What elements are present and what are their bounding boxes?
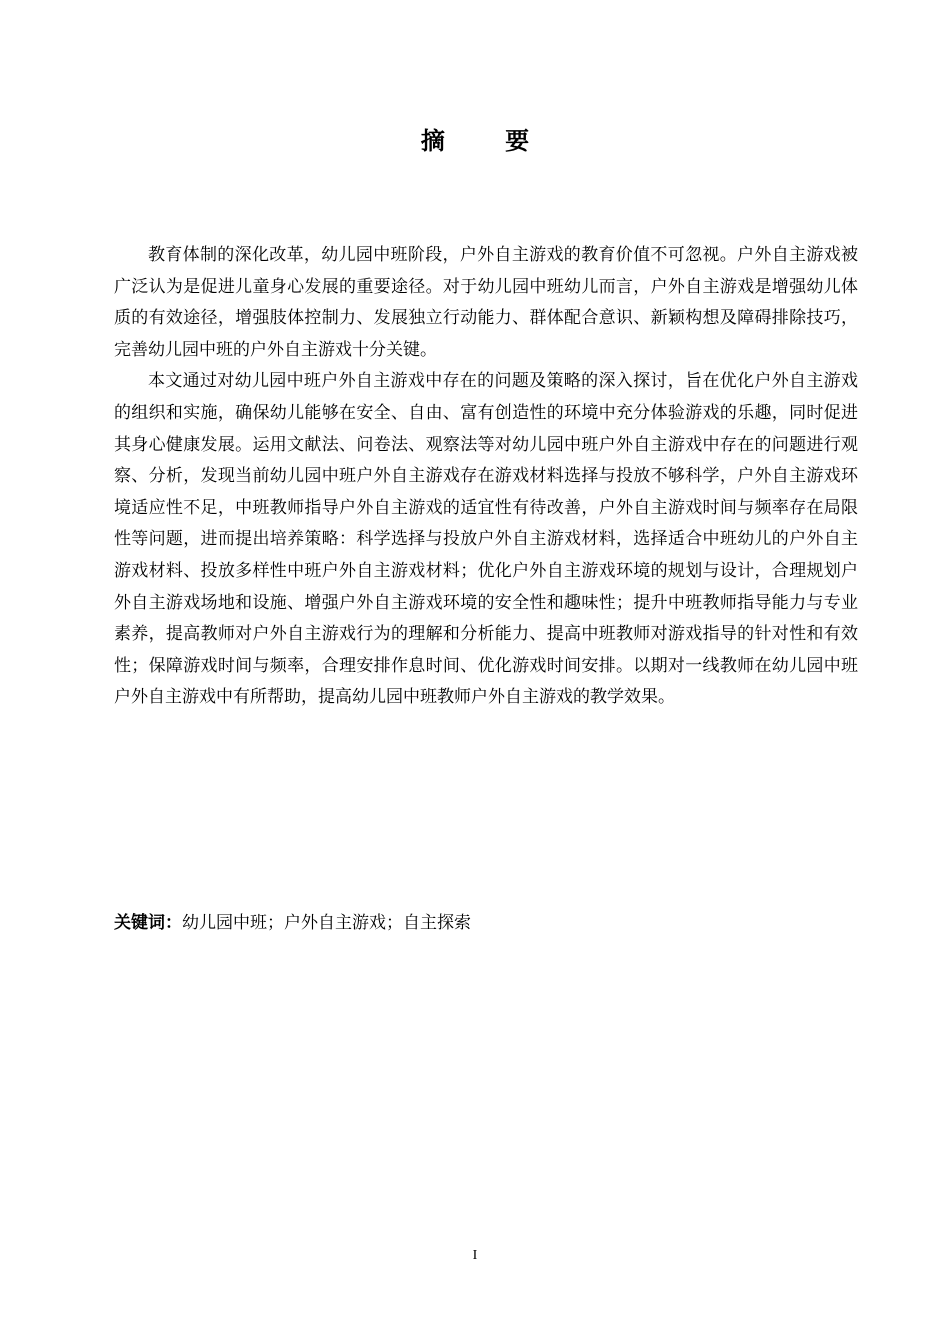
abstract-body [114,240,858,714]
keywords-value: 幼儿园中班；户外自主游戏；自主探索 [182,913,471,933]
page-number: I [472,1248,478,1263]
abstract-title: 摘 要 [420,127,556,155]
keywords-label: 关键词： [114,913,182,933]
keywords-line [114,908,858,939]
abstract-paragraph-2: 本文通过对幼儿园中班户外自主游戏中存在的问题及策略的深入探讨，旨在优化户外自主游戏的组织和实施，确保幼儿能够在安全、自由、富有创造性的环境中充分体验游戏的乐趣，同时促进其身心健康发展。运用文献法、问卷法、观察法等对幼儿园中班户外自主游戏中存在的问题进行观察、分析，发现当前幼儿园中班户外自主游戏存在游戏材料选择与投放不够科学，户外自主游戏环境适应性不足，中班教师指导户外自主游戏的适宜性有待改善，户外自主游戏时间与频率存在局限性等问题，进而提出培养策略：科学选择与投放户外自主游戏材料，选择适合中班幼儿的户外自主游戏材料、投放多样性中班户外自主游戏材料；优化户外自主游戏环境的规划与设计，合理规划户外自主游戏场地和设施、增强户外自主游戏环境的安全性和趣味性；提升中班教师指导能力与专业素养，提高教师对户外自主游戏行为的理解和分析能力、提高中班教师对游戏指导的针对性和有效性；保障游戏时间与频率，合理安排作息时间、优化游戏时间安排。以期对一线教师在幼儿园中班户外自主游戏中有所帮助，提高幼儿园中班教师户外自主游戏的教学效果。 [114,371,858,708]
abstract-paragraph-1: 教育体制的深化改革，幼儿园中班阶段，户外自主游戏的教育价值不可忽视。户外自主游戏被广泛认为是促进儿童身心发展的重要途径。对于幼儿园中班幼儿而言，户外自主游戏是增强幼儿体质的有效途径，增强肢体控制力、发展独立行动能力、群体配合意识、新颖构想及障碍排除技巧，完善幼儿园中班的户外自主游戏十分关键。 [114,245,858,360]
